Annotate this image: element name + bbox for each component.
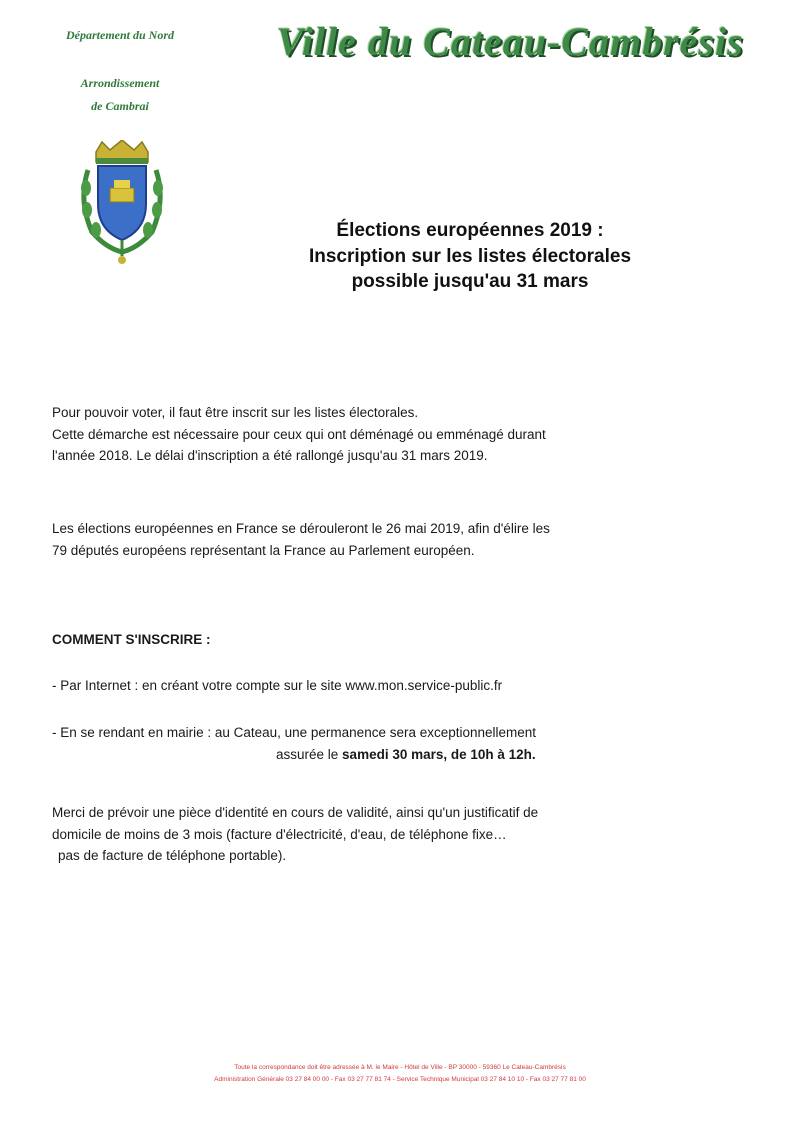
- option-text: assurée le: [276, 746, 343, 762]
- arrondissement-line-1: Arrondissement: [80, 76, 160, 90]
- paragraph-elections: [52, 518, 752, 561]
- option-line: [52, 744, 752, 766]
- paragraph-line: l'année 2018. Le délai d'inscription a été rallongé jusqu'au 31 mars 2019.: [52, 448, 488, 464]
- footer-line-2: Administration Générale 03 27 84 00 00 - Fax 03 27 77 81 74 - Service Technique Municipal 03 27 84 10 10 - Fax 03 27 77 81 00: [214, 1075, 586, 1083]
- coat-of-arms-icon: [76, 140, 168, 265]
- paragraph-line: Pour pouvoir voter, il faut être inscrit sur les listes électorales.: [52, 405, 419, 420]
- paragraph-line: Cette démarche est nécessaire pour ceux qui ont déménagé ou emménagé durant: [52, 426, 546, 442]
- paragraph-line: 79 députés européens représentant la France au Parlement européen.: [52, 542, 475, 558]
- town-title: Ville du Cateau-Cambrésis: [276, 19, 744, 64]
- paragraph-documents: [52, 802, 752, 867]
- option-line: - En se rendant en mairie : au Cateau, une permanence sera exceptionnellement: [52, 725, 537, 740]
- headline-line-2: Inscription sur les listes électorales: [308, 245, 632, 267]
- permanence-date: samedi 30 mars, de 10h à 12h.: [342, 746, 536, 762]
- how-to-register-heading: COMMENT S'INSCRIRE :: [52, 632, 211, 647]
- paragraph-line: Merci de prévoir une pièce d'identité en cours de validité, ainsi qu'un justificatif de: [52, 805, 539, 820]
- headline: [220, 218, 720, 295]
- option-town-hall: [52, 722, 752, 765]
- arrondissement-label: [40, 72, 200, 118]
- department-label: Département du Nord: [66, 28, 174, 42]
- footer-line-1: Toute la correspondance doit être adressée à M. le Maire - Hôtel de Ville - BP 30000 - 59360 Le Cateau-Cambrésis: [234, 1064, 566, 1071]
- headline-line-1: Élections européennes 2019 :: [336, 220, 604, 241]
- paragraph-line: pas de facture de téléphone portable).: [58, 848, 287, 864]
- paragraph-line: Les élections européennes en France se dérouleront le 26 mai 2019, afin d'élire les: [52, 521, 550, 536]
- headline-line-3: possible jusqu'au 31 mars: [351, 271, 589, 293]
- paragraph-registration: [52, 402, 752, 467]
- footer: [70, 1062, 730, 1085]
- paragraph-line: domicile de moins de 3 mois (facture d'électricité, d'eau, de téléphone fixe…: [52, 826, 507, 842]
- option-internet: - Par Internet : en créant votre compte sur le site www.mon.service-public.fr: [52, 678, 503, 693]
- arrondissement-line-2: de Cambrai: [91, 98, 149, 113]
